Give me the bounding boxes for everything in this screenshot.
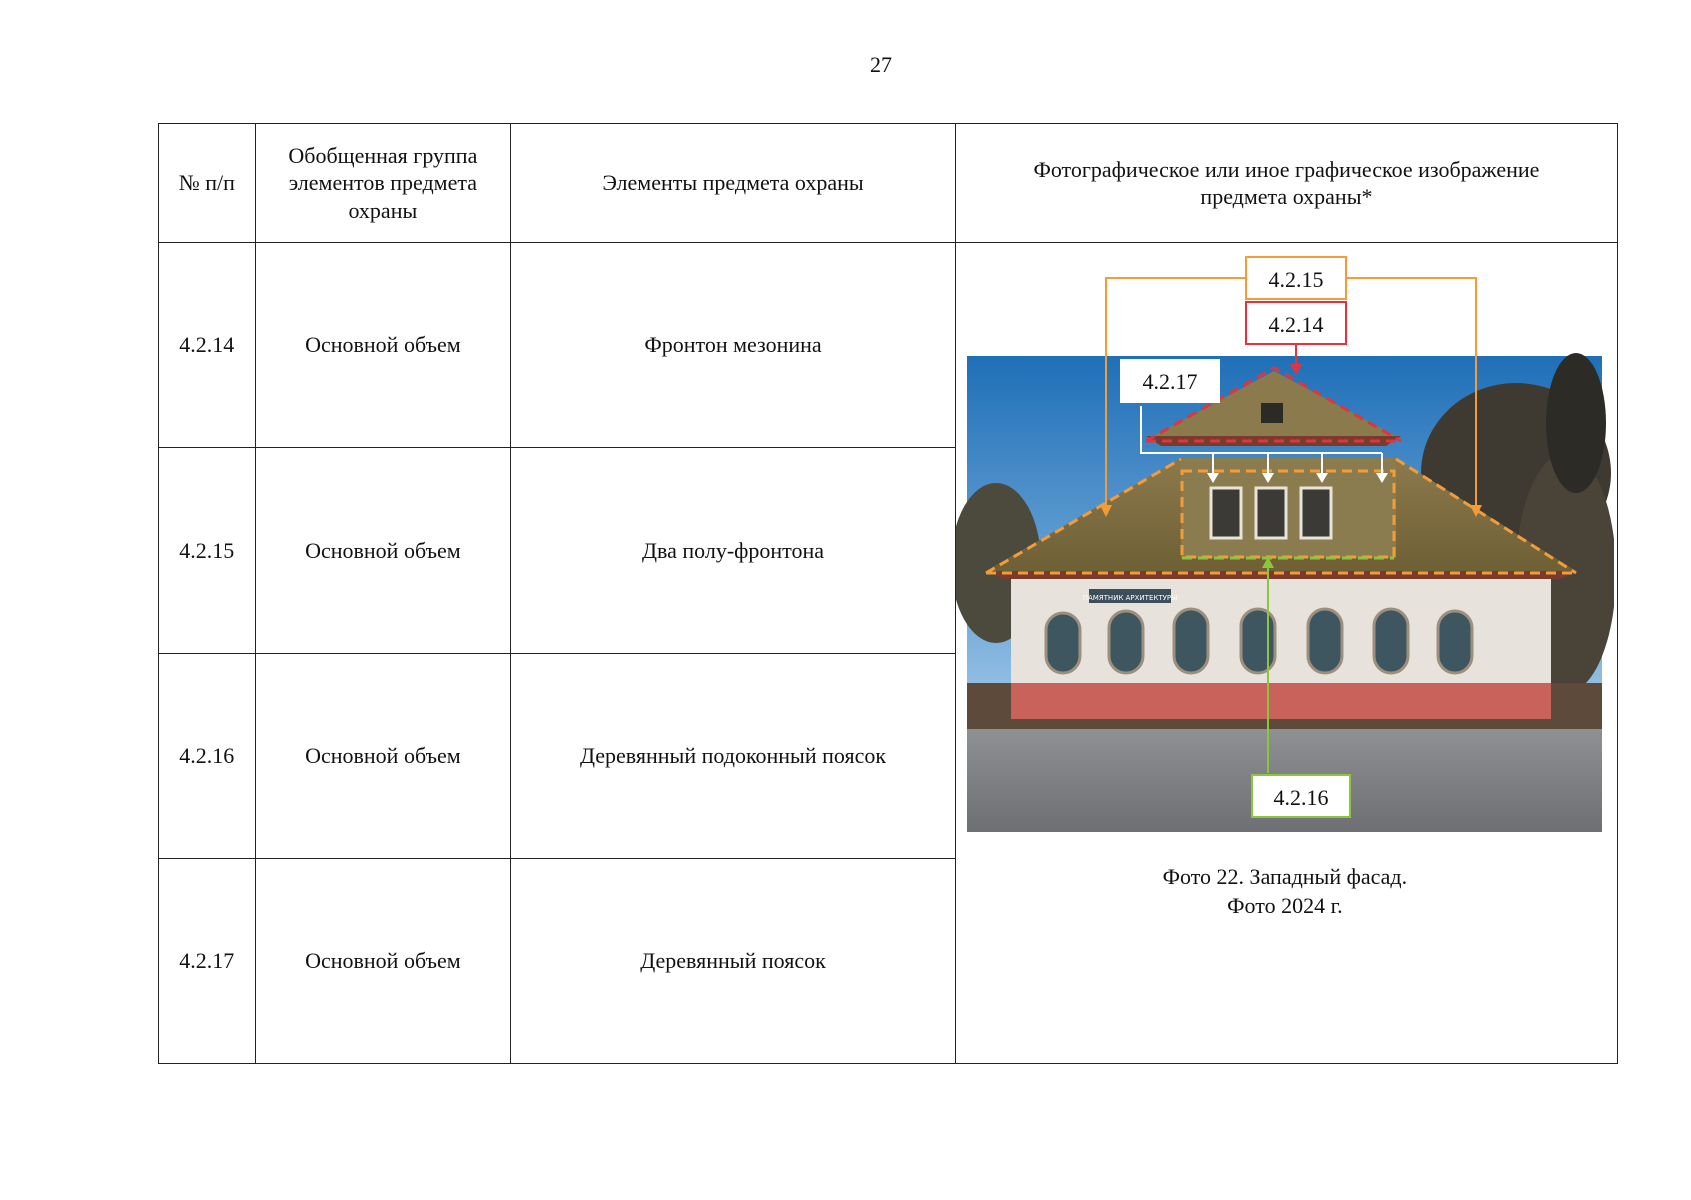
facade-photo: [956, 243, 1614, 1063]
photo-cell: [955, 243, 1617, 1064]
row-group: Основной объем: [255, 243, 511, 448]
label-box-4-2-14: [1246, 302, 1346, 344]
header-num: № п/п: [159, 124, 256, 243]
header-photo: Фотографическое или иное графическое изображение предмета охраны*: [955, 124, 1617, 243]
caption-line-2: Фото 2024 г.: [1227, 892, 1343, 918]
row-group: Основной объем: [255, 448, 511, 653]
row-element: Деревянный подоконный поясок: [511, 653, 956, 858]
label-4-2-15: 4.2.15: [1268, 267, 1324, 292]
header-group: Обобщенная группа элементов предмета охраны: [255, 124, 511, 243]
protection-table: [158, 123, 1618, 1064]
row-element: Два полу-фронтона: [511, 448, 956, 653]
row-num: 4.2.15: [159, 448, 256, 653]
label-4-2-16: 4.2.16: [1273, 785, 1329, 810]
caption-line-1: Фото 22. Западный фасад.: [1162, 864, 1408, 889]
sign-text: ПАМЯТНИК АРХИТЕКТУРЫ: [1082, 594, 1178, 602]
row-group: Основной объем: [255, 858, 511, 1063]
page-number: 27: [870, 52, 892, 77]
table-row: [159, 243, 1618, 448]
header-elements: Элементы предмета охраны: [511, 124, 956, 243]
row-num: 4.2.17: [159, 858, 256, 1063]
label-4-2-14: 4.2.14: [1268, 312, 1324, 337]
row-element: Фронтон мезонина: [511, 243, 956, 448]
label-box-4-2-15: [1246, 257, 1346, 299]
row-num: 4.2.14: [159, 243, 256, 448]
label-4-2-17: 4.2.17: [1142, 369, 1198, 394]
table-header-row: [159, 124, 1618, 243]
photo-caption: [956, 863, 1614, 920]
photo-image: [956, 353, 1614, 832]
row-group: Основной объем: [255, 653, 511, 858]
label-box-4-2-17: [1120, 359, 1220, 403]
row-num: 4.2.16: [159, 653, 256, 858]
photo-annotated: [956, 243, 1614, 1063]
row-element: Деревянный поясок: [511, 858, 956, 1063]
label-box-4-2-16: [1252, 775, 1350, 817]
